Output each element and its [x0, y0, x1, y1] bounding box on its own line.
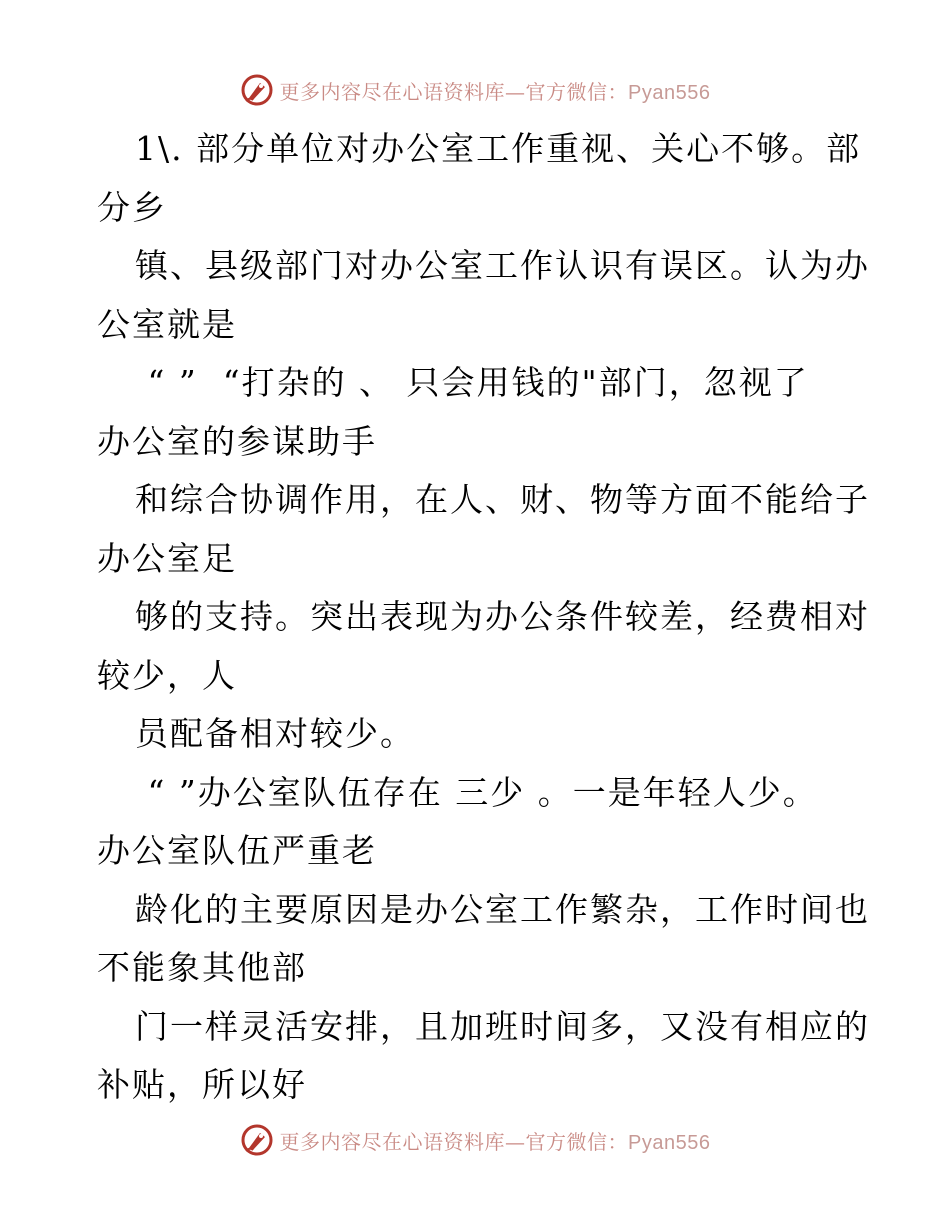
body-line: 办公室足 [97, 538, 237, 578]
body-line: 公室就是 [97, 304, 237, 344]
watermark-text-latin: Pyan556 [628, 81, 711, 104]
pen-nib-logo-icon [240, 73, 274, 107]
body-line: 较少，人 [97, 655, 237, 695]
body-line: 办公室队伍严重老 [97, 831, 377, 870]
body-line: 够的支持。突出表现为办公条件较差，经费相对 [135, 597, 870, 636]
header-watermark [0, 70, 950, 110]
document-body [97, 120, 877, 1115]
watermark-text [280, 1126, 711, 1155]
body-line: 1\. 部分单位对办公室工作重视、关心不够。部 [135, 129, 862, 168]
footer-watermark [0, 1120, 950, 1160]
body-line: “ ” “打杂的 、 只会用钱的"部门，忽视了 [135, 363, 809, 402]
body-line: 龄化的主要原因是办公室工作繁杂，工作时间也 [135, 889, 870, 929]
watermark-text-cn: 更多内容尽在心语资料库—官方微信： [279, 79, 629, 104]
body-line: “ ”办公室队伍存在 三少 。一是年轻人少。 [135, 772, 818, 812]
pen-nib-logo-icon [240, 1123, 274, 1157]
body-line: 办公室的参谋助手 [97, 421, 377, 461]
body-line: 不能象其他部 [97, 948, 307, 987]
watermark-text [280, 76, 711, 105]
watermark-text-latin: Pyan556 [628, 1131, 711, 1154]
body-line: 和综合协调作用，在人、财、物等方面不能给子 [135, 480, 870, 519]
body-line: 补贴，所以好 [97, 1065, 307, 1104]
body-line: 分乡 [97, 187, 167, 227]
body-line: 镇、县级部门对办公室工作认识有误区。认为办 [135, 246, 870, 285]
body-line: 门一样灵活安排，且加班时间多，又没有相应的 [135, 1006, 870, 1046]
watermark-text-cn: 更多内容尽在心语资料库—官方微信： [279, 1129, 629, 1154]
body-line: 员配备相对较少。 [135, 714, 415, 753]
